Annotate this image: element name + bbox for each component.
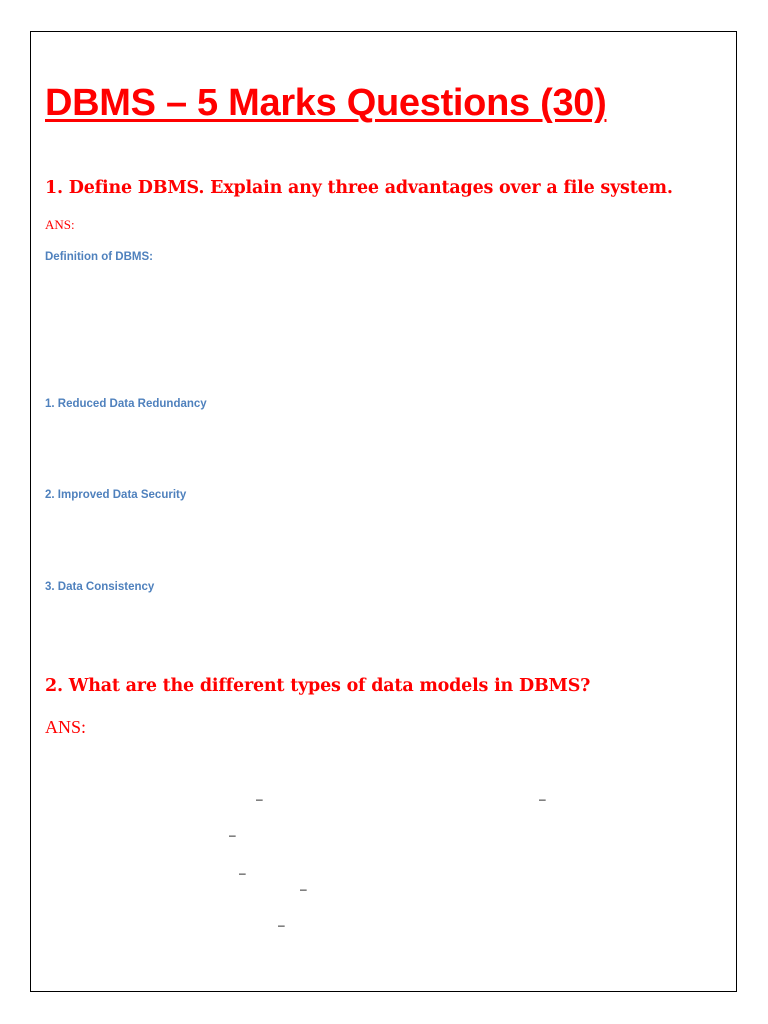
advantage-1-heading: 1. Reduced Data Redundancy — [45, 398, 207, 410]
dash-mark: – — [239, 866, 246, 880]
dash-mark: – — [256, 792, 263, 806]
page-title: DBMS – 5 Marks Questions (30) — [45, 82, 607, 124]
dash-mark: – — [229, 828, 236, 842]
document-page — [30, 31, 737, 992]
definition-heading: Definition of DBMS: — [45, 251, 153, 263]
dash-mark: – — [278, 918, 285, 932]
question-1: 1. Define DBMS. Explain any three advantages over a file system. — [45, 178, 673, 198]
q1-answer-label: ANS: — [45, 217, 75, 232]
dash-mark: – — [539, 792, 546, 806]
advantage-3-heading: 3. Data Consistency — [45, 581, 155, 593]
dash-mark: – — [300, 882, 307, 896]
advantage-2-heading: 2. Improved Data Security — [45, 489, 187, 501]
question-2: 2. What are the different types of data models in DBMS? — [45, 676, 591, 696]
q2-answer-label: ANS: — [45, 717, 87, 737]
